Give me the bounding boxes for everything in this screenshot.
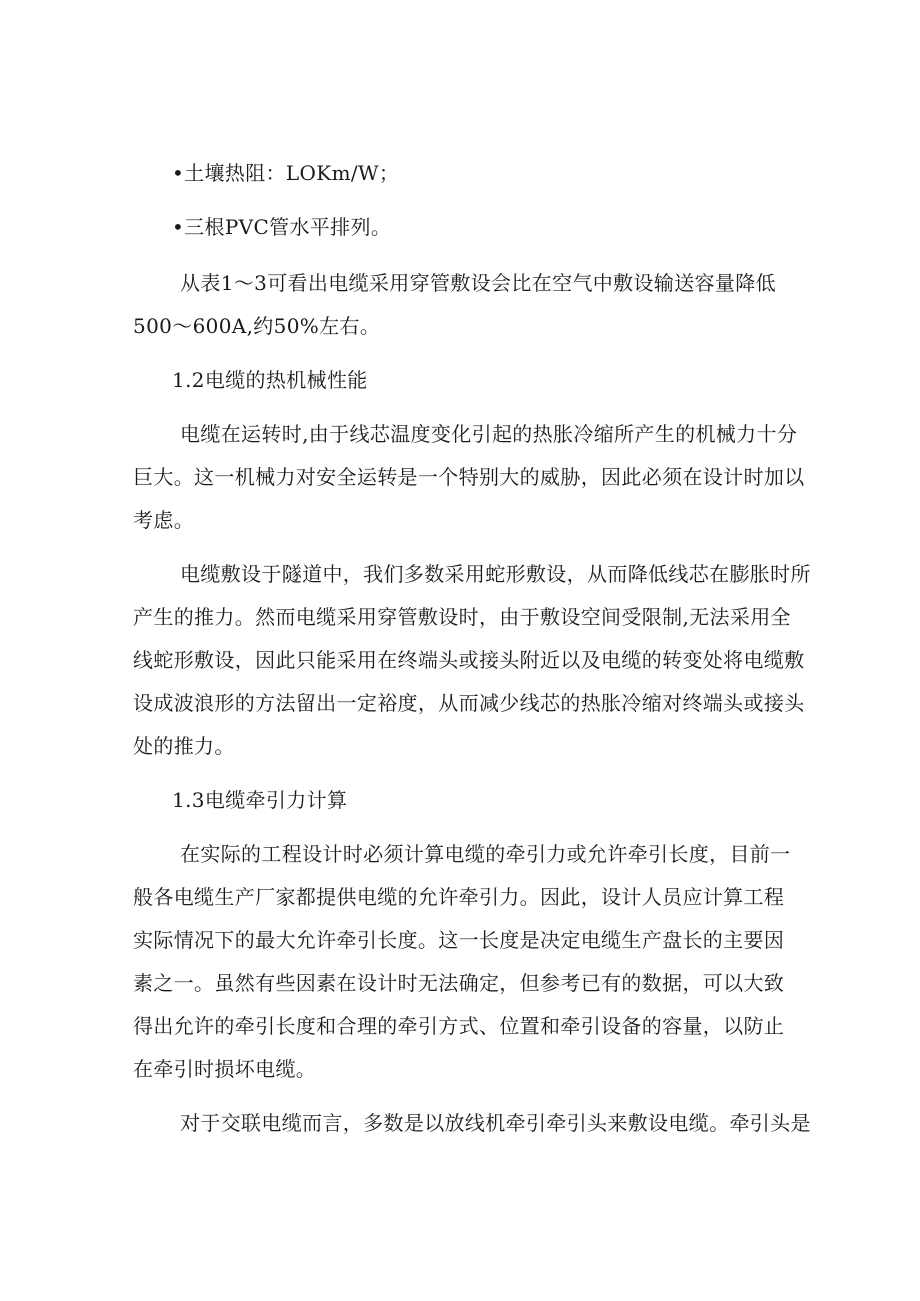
section-heading-1-2: 1.2电缆的热机械性能 [172,368,368,392]
paragraph-line: 设成波浪形的方法留出一定裕度，从而减少线芯的热胀冷缩对终端头或接头 [133,691,805,715]
paragraph-line: 素之一。虽然有些因素在设计时无法确定，但参考已有的数据，可以大致 [133,971,785,995]
section-heading-1-3: 1.3电缆牵引力计算 [172,788,348,812]
paragraph-line: 电缆在运转时,由于线芯温度变化引起的热胀冷缩所产生的机械力十分 [180,422,798,446]
paragraph-line: 般各电缆生产厂家都提供电缆的允许牵引力。因此，设计人员应计算工程 [133,885,785,909]
paragraph-line: 处的推力。 [133,734,235,758]
paragraph-line: 在牵引时损坏电缆。 [133,1057,317,1081]
bullet-soil-thermal-resistance: •土壤热阻：LOKm/W； [172,161,400,185]
paragraph-line: 线蛇形敷设，因此只能采用在终端头或接头附近以及电缆的转变处将电缆敷 [133,648,805,672]
paragraph-line: 得出允许的牵引长度和合理的牵引方式、位置和牵引设备的容量，以防止 [133,1014,785,1038]
bullet-pvc-arrangement: •三根PVC管水平排列。 [172,215,392,239]
paragraph-line: 考虑。 [133,508,195,532]
paragraph-line: 巨大。这一机械力对安全运转是一个特别大的威胁，因此必须在设计时加以 [133,465,805,489]
paragraph-line: 实际情况下的最大允许牵引长度。这一长度是决定电缆生产盘长的主要因 [133,928,785,952]
paragraph-line: 500～600A,约50%左右。 [133,314,381,338]
paragraph-line: 从表1～3可看出电缆采用穿管敷设会比在空气中敷设输送容量降低 [180,271,776,295]
paragraph-line: 电缆敷设于隧道中，我们多数采用蛇形敷设，从而降低线芯在膨胀时所 [180,562,811,586]
paragraph-line: 对于交联电缆而言，多数是以放线机牵引牵引头来敷设电缆。牵引头是 [180,1111,811,1135]
paragraph-line: 在实际的工程设计时必须计算电缆的牵引力或允许牵引长度，目前一 [180,842,791,866]
paragraph-line: 产生的推力。然而电缆采用穿管敷设时，由于敷设空间受限制,无法采用全 [133,605,791,629]
